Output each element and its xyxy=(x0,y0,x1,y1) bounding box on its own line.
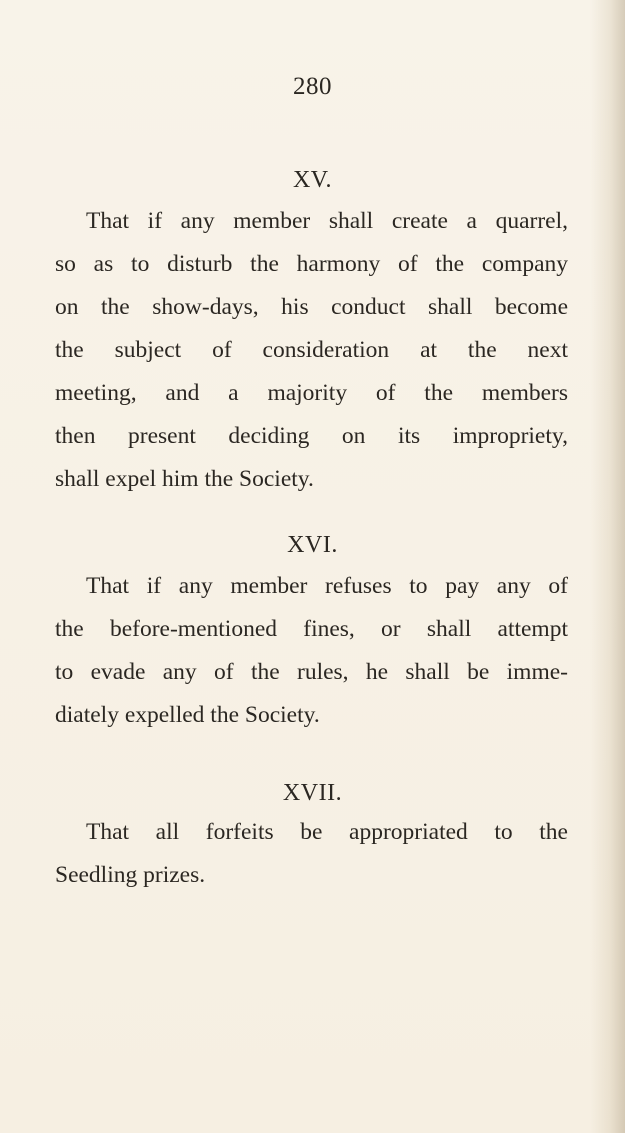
paragraph-line: on the show-days, his conduct shall become xyxy=(55,294,568,320)
paragraph-line: That all forfeits be appropriated to the xyxy=(86,819,568,845)
section-paragraph-xvii xyxy=(55,811,568,897)
paragraph-line: That if any member refuses to pay any of xyxy=(86,573,568,599)
paragraph-line: shall expel him the Society. xyxy=(55,466,314,492)
section-heading-xvi: XVI. xyxy=(287,532,338,558)
section-paragraph-xvi xyxy=(55,565,568,737)
paragraph-line: Seedling prizes. xyxy=(55,862,206,888)
paragraph-line: That if any member shall create a quarrel, xyxy=(86,208,568,234)
page-number: 280 xyxy=(293,73,332,100)
section-paragraph-xv xyxy=(55,200,568,501)
paragraph-line: the before-mentioned fines, or shall attempt xyxy=(55,616,568,642)
paragraph-line: meeting, and a majority of the members xyxy=(55,380,568,406)
paragraph-line: then present deciding on its impropriety, xyxy=(55,423,568,449)
section-heading-xv: XV. xyxy=(292,167,333,193)
paragraph-line: to evade any of the rules, he shall be imme- xyxy=(55,659,568,685)
paragraph-line: so as to disturb the harmony of the company xyxy=(55,251,568,277)
paragraph-line: diately expelled the Society. xyxy=(55,702,320,728)
paragraph-line: the subject of consideration at the next xyxy=(55,337,568,363)
section-heading-xvii: XVII. xyxy=(282,780,343,806)
